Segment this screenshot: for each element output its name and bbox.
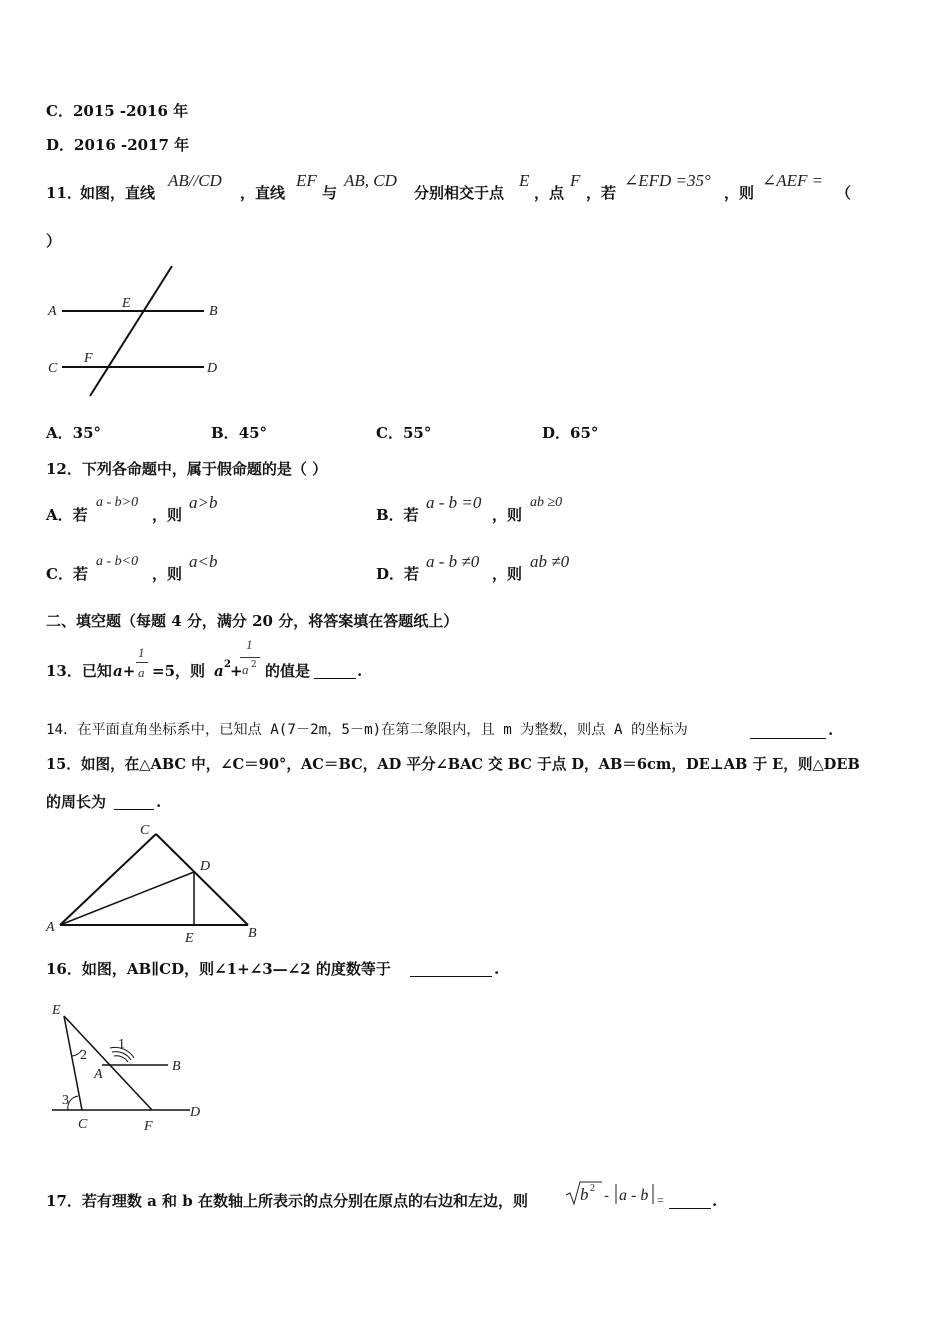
q11-option-d: D．65° [542, 424, 599, 442]
label-e: E [122, 296, 131, 311]
q11-number: 11． [46, 184, 82, 202]
option-d-prev: D．2016 -2017 年 [46, 136, 190, 154]
label-e: E [52, 1003, 61, 1018]
label-e: E [185, 931, 194, 946]
label-a: A [94, 1067, 103, 1082]
angle-1: 1 [118, 1037, 125, 1052]
line-ef [90, 266, 172, 396]
side-cb [156, 834, 248, 925]
side-ac [60, 834, 156, 925]
fraction-bar [136, 662, 148, 663]
label-c: C [140, 823, 150, 838]
option-c-prev: C．2015 -2016 年 [46, 102, 189, 120]
answer-blank[interactable] [114, 797, 154, 810]
label-a: A [46, 920, 55, 935]
q12-option-d-label: D．若 [376, 565, 420, 583]
fraction-bar [240, 657, 260, 658]
q12-option-b-label: B．若 [376, 506, 419, 524]
q16-figure [44, 996, 214, 1136]
label-b: B [209, 304, 218, 319]
q12-stem: 12．下列各命题中，属于假命题的是（ ） [46, 460, 328, 478]
expr-b: b [580, 1185, 589, 1204]
answer-blank[interactable] [750, 726, 826, 739]
label-f: F [144, 1119, 153, 1134]
q11-option-a: A．35° [46, 424, 102, 442]
q11-option-b: B．45° [211, 424, 268, 442]
q11-option-c: C．55° [376, 424, 432, 442]
label-a: A [48, 304, 57, 319]
label-c: C [78, 1117, 88, 1132]
answer-blank[interactable] [314, 666, 356, 679]
label-d: D [207, 361, 218, 376]
expr-sup: 2 [590, 1183, 595, 1194]
expr-minus: - [604, 1188, 609, 1204]
q12-option-a-label: A．若 [46, 506, 88, 524]
angle-2: 2 [80, 1048, 87, 1063]
section-2-title: 二、填空题（每题 4 分，满分 20 分，将答案填在答题纸上） [46, 612, 459, 630]
q15-figure [44, 818, 264, 946]
label-f: F [84, 351, 93, 366]
label-b: B [172, 1059, 181, 1074]
segment-ad [60, 872, 194, 925]
angle-3: 3 [62, 1093, 69, 1108]
q17-expression [564, 1180, 668, 1210]
q11-figure [44, 262, 234, 402]
expr-eq: = [657, 1193, 664, 1207]
label-d: D [190, 1105, 201, 1120]
label-d: D [200, 859, 211, 874]
expr-abs: a - b [619, 1187, 649, 1204]
label-c: C [48, 361, 58, 376]
answer-blank[interactable] [669, 1196, 711, 1209]
q12-option-c-label: C．若 [46, 565, 88, 583]
label-b: B [248, 926, 257, 941]
answer-blank[interactable] [410, 964, 492, 977]
